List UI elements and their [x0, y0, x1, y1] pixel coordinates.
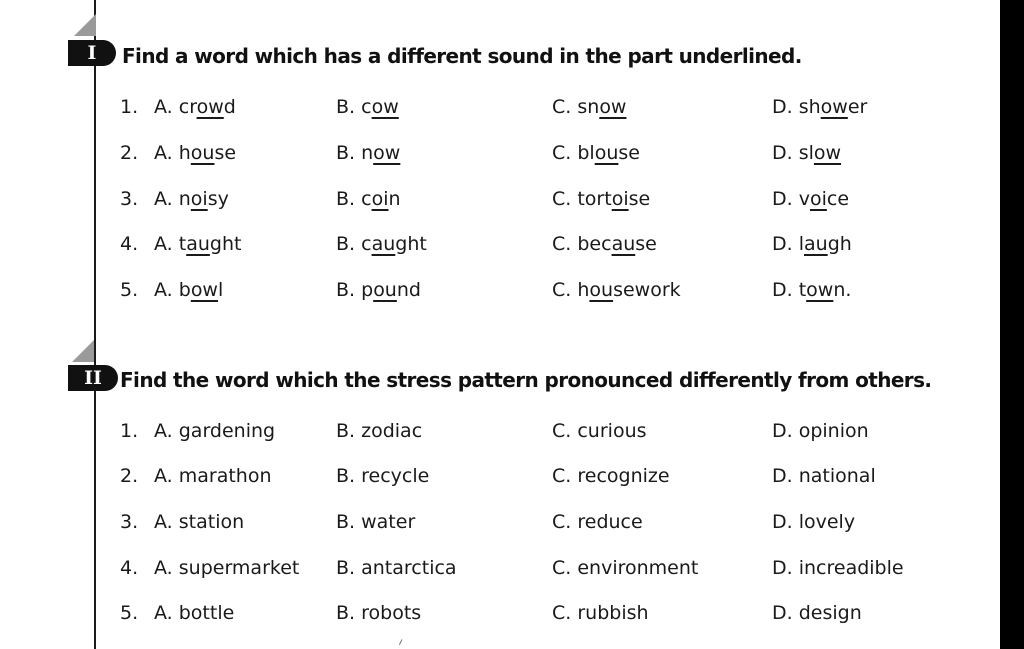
question-row [120, 465, 980, 495]
option-word: slow [798, 142, 842, 164]
underlined-letters: au [611, 233, 636, 255]
option-word: because [577, 233, 657, 255]
option-word: environment [577, 557, 699, 579]
option-word: national [798, 465, 876, 487]
answer-option [552, 233, 657, 255]
option-word: rubbish [577, 602, 649, 624]
option-word: recycle [361, 465, 430, 487]
option-letter: C. [552, 465, 572, 487]
option-word: laugh [798, 233, 852, 255]
section-corner-mark [72, 340, 94, 362]
answer-option [336, 465, 429, 487]
question-row [120, 602, 980, 632]
answer-option [336, 188, 401, 210]
underlined-letters: ow [813, 142, 842, 164]
option-letter: C. [552, 511, 572, 533]
option-word: recognize [577, 465, 670, 487]
option-word: taught [178, 233, 242, 255]
option-word: house [178, 142, 237, 164]
underlined-letters: ow [373, 142, 401, 164]
section-title: Find the word which the stress pattern pronounced differently from others. [120, 368, 932, 392]
question-number: 1. [120, 96, 139, 118]
option-word: now [361, 142, 401, 164]
underlined-letters: ow [371, 96, 399, 118]
option-letter: D. [772, 602, 793, 624]
answer-option [336, 420, 422, 442]
option-letter: D. [772, 188, 793, 210]
option-word: zodiac [361, 420, 423, 442]
option-letter: A. [154, 511, 173, 533]
option-letter: C. [552, 557, 572, 579]
option-word: coin [361, 188, 401, 210]
question-row [120, 279, 980, 309]
option-word: tortoise [577, 188, 651, 210]
option-word: voice [798, 188, 850, 210]
answer-option [154, 420, 275, 442]
option-word: caught [361, 233, 427, 255]
underlined-letters: au [371, 233, 396, 255]
underlined-letters: oi [371, 188, 389, 210]
answer-option [154, 96, 236, 118]
option-letter: A. [154, 233, 173, 255]
option-letter: B. [336, 465, 356, 487]
option-letter: D. [772, 465, 793, 487]
option-letter: B. [336, 233, 356, 255]
option-letter: D. [772, 233, 793, 255]
question-number: 4. [120, 233, 139, 255]
option-word: supermarket [178, 557, 300, 579]
answer-option [772, 602, 862, 624]
option-word: reduce [577, 511, 643, 533]
answer-option [552, 279, 681, 301]
option-word: housework [577, 279, 681, 301]
question-row [120, 511, 980, 541]
option-word: opinion [798, 420, 869, 442]
section-numeral-badge: II [68, 365, 118, 391]
answer-option [336, 96, 399, 118]
margin-line [94, 0, 96, 649]
option-word: increadible [798, 557, 904, 579]
answer-option [154, 511, 244, 533]
option-letter: A. [154, 602, 173, 624]
option-letter: B. [336, 142, 356, 164]
answer-option [552, 557, 698, 579]
answer-option [552, 511, 643, 533]
answer-option [552, 465, 670, 487]
underlined-letters: ow [806, 279, 834, 301]
option-letter: B. [336, 602, 356, 624]
answer-option [772, 233, 852, 255]
answer-option [154, 602, 234, 624]
section-numeral-badge: I [68, 40, 116, 66]
underlined-letters: ow [196, 96, 224, 118]
option-letter: A. [154, 465, 173, 487]
question-number: 2. [120, 142, 139, 164]
option-word: antarctica [361, 557, 457, 579]
option-word: station [178, 511, 245, 533]
option-word: gardening [178, 420, 276, 442]
option-letter: C. [552, 188, 572, 210]
option-word: blouse [577, 142, 640, 164]
answer-option [154, 142, 236, 164]
option-letter: C. [552, 142, 572, 164]
option-letter: C. [552, 279, 572, 301]
option-letter: A. [154, 557, 173, 579]
answer-option [336, 602, 421, 624]
answer-option [336, 142, 400, 164]
question-row [120, 96, 980, 126]
question-row [120, 188, 980, 218]
question-row [120, 557, 980, 587]
option-word: snow [577, 96, 627, 118]
option-letter: B. [336, 420, 356, 442]
underlined-letters: ou [594, 142, 619, 164]
question-number: 5. [120, 602, 139, 624]
underlined-letters: au [804, 233, 828, 255]
option-letter: C. [552, 420, 572, 442]
answer-option [336, 233, 427, 255]
option-letter: A. [154, 96, 173, 118]
option-letter: B. [336, 96, 356, 118]
option-word: design [798, 602, 862, 624]
option-letter: A. [154, 142, 173, 164]
underlined-letters: ou [589, 279, 614, 301]
question-number: 3. [120, 511, 139, 533]
option-letter: A. [154, 279, 173, 301]
option-letter: D. [772, 420, 793, 442]
option-word: crowd [178, 96, 236, 118]
option-letter: D. [772, 142, 793, 164]
answer-option [552, 188, 650, 210]
option-letter: C. [552, 96, 572, 118]
answer-option [154, 279, 223, 301]
option-word: bottle [178, 602, 235, 624]
answer-option [772, 465, 876, 487]
option-word: lovely [798, 511, 856, 533]
option-letter: B. [336, 279, 356, 301]
answer-option [772, 96, 867, 118]
option-word: marathon [178, 465, 272, 487]
underlined-letters: ou [373, 279, 397, 301]
option-letter: A. [154, 420, 173, 442]
underlined-letters: au [186, 233, 210, 255]
answer-option [772, 511, 855, 533]
option-word: robots [361, 602, 422, 624]
underlined-letters: ow [190, 279, 218, 301]
answer-option [552, 602, 649, 624]
option-word: bowl [178, 279, 224, 301]
option-letter: D. [772, 279, 793, 301]
section-corner-mark [74, 14, 96, 36]
question-row [120, 142, 980, 172]
option-letter: B. [336, 557, 356, 579]
option-word: cow [361, 96, 399, 118]
answer-option [772, 279, 851, 301]
option-letter: C. [552, 602, 572, 624]
option-letter: D. [772, 96, 793, 118]
underlined-letters: oi [190, 188, 208, 210]
section-title: Find a word which has a different sound in the part underlined. [122, 44, 802, 68]
pen-mark [399, 639, 406, 647]
option-word: town. [798, 279, 852, 301]
answer-option [154, 557, 299, 579]
underlined-letters: ou [190, 142, 215, 164]
underlined-letters: ow [820, 96, 848, 118]
answer-option [552, 420, 647, 442]
underlined-letters: ow [599, 96, 627, 118]
option-letter: B. [336, 511, 356, 533]
option-word: noisy [178, 188, 229, 210]
question-row [120, 233, 980, 263]
answer-option [552, 142, 640, 164]
question-row [120, 420, 980, 450]
answer-option [336, 279, 421, 301]
option-word: water [361, 511, 416, 533]
option-letter: D. [772, 511, 793, 533]
option-letter: C. [552, 233, 572, 255]
underlined-letters: oi [611, 188, 629, 210]
option-word: curious [577, 420, 647, 442]
answer-option [552, 96, 626, 118]
question-number: 4. [120, 557, 139, 579]
answer-option [772, 142, 841, 164]
option-word: pound [361, 279, 421, 301]
answer-option [772, 188, 849, 210]
option-letter: B. [336, 188, 356, 210]
answer-option [336, 511, 415, 533]
answer-option [772, 420, 869, 442]
answer-option [154, 188, 229, 210]
answer-option [154, 465, 272, 487]
underlined-letters: oi [809, 188, 827, 210]
answer-option [772, 557, 904, 579]
answer-option [336, 557, 457, 579]
question-number: 1. [120, 420, 139, 442]
question-number: 2. [120, 465, 139, 487]
question-number: 5. [120, 279, 139, 301]
option-word: shower [798, 96, 868, 118]
option-letter: D. [772, 557, 793, 579]
answer-option [154, 233, 241, 255]
question-number: 3. [120, 188, 139, 210]
option-letter: A. [154, 188, 173, 210]
